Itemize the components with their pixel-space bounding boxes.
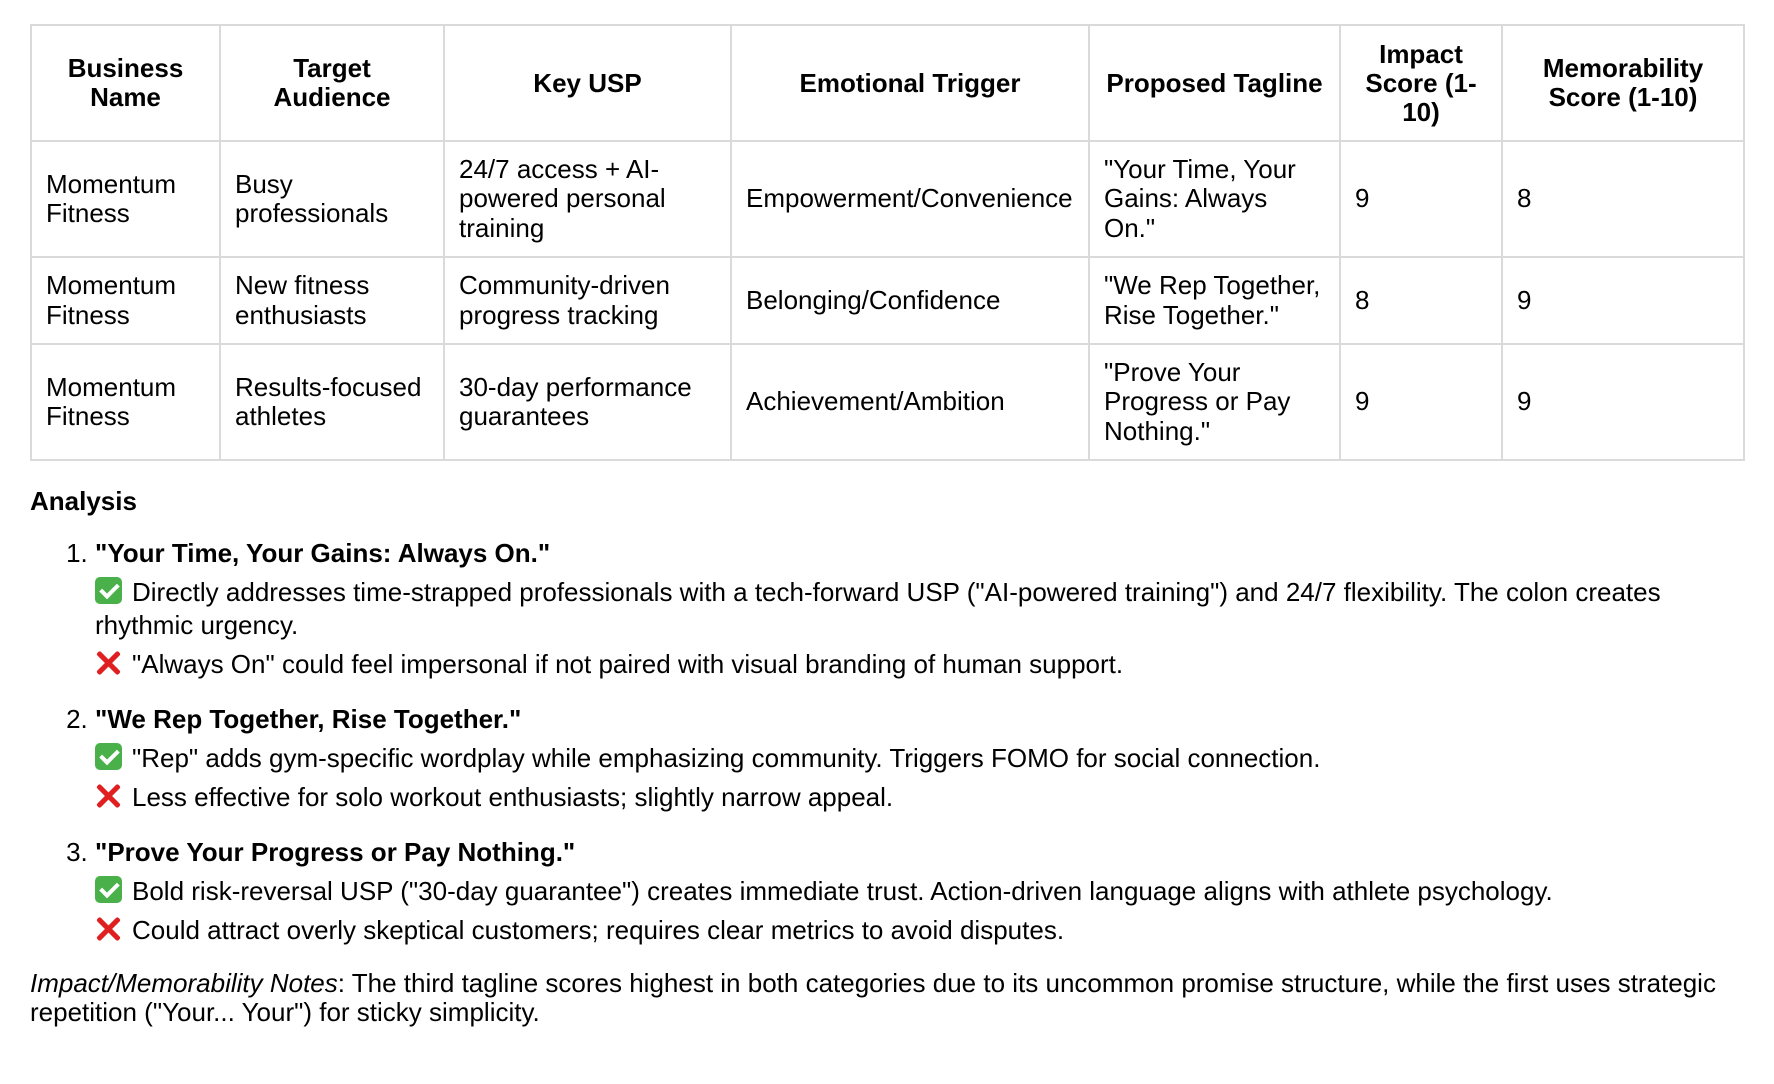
table-row: [31, 257, 1744, 344]
cell-key-usp: 30-day performance guarantees: [444, 344, 731, 460]
cell-impact-score: 9: [1340, 344, 1502, 460]
check-mark-icon: [95, 876, 122, 903]
header-impact-score: Impact Score (1-10): [1340, 25, 1502, 141]
pro-point: [95, 875, 1743, 908]
cell-memorability-score: 8: [1502, 141, 1744, 257]
analysis-item-title: "Your Time, Your Gains: Always On.": [95, 538, 551, 568]
check-mark-icon: [95, 577, 122, 604]
table-row: [31, 344, 1744, 460]
tagline-table: [30, 24, 1745, 461]
cell-target-audience: Busy professionals: [220, 141, 444, 257]
cell-emotional-trigger: Belonging/Confidence: [731, 257, 1089, 344]
cell-key-usp: Community-driven progress tracking: [444, 257, 731, 344]
cell-impact-score: 9: [1340, 141, 1502, 257]
cell-business-name: Momentum Fitness: [31, 257, 220, 344]
pro-point: [95, 742, 1743, 775]
cell-memorability-score: 9: [1502, 344, 1744, 460]
notes-label: Impact/Memorability Notes: [30, 968, 338, 998]
con-point: [95, 914, 1743, 947]
cell-emotional-trigger: Empowerment/Convenience: [731, 141, 1089, 257]
header-proposed-tagline: Proposed Tagline: [1089, 25, 1340, 141]
check-mark-icon: [95, 743, 122, 770]
pro-text: "Rep" adds gym-specific wordplay while emphasizing community. Triggers FOMO for social connection.: [132, 743, 1321, 773]
notes-text: : The third tagline scores highest in both categories due to its uncommon promise structure, while the first uses strategic repetition ("Your... Your") for sticky simplicity.: [30, 968, 1716, 1027]
pro-point: [95, 576, 1743, 642]
analysis-heading: Analysis: [30, 486, 137, 516]
con-text: "Always On" could feel impersonal if not paired with visual branding of human support.: [132, 649, 1124, 679]
analysis-item: [95, 836, 1743, 947]
cross-mark-icon: [95, 782, 122, 809]
cell-target-audience: New fitness enthusiasts: [220, 257, 444, 344]
table-header-row: [31, 25, 1744, 141]
cell-business-name: Momentum Fitness: [31, 141, 220, 257]
con-text: Could attract overly skeptical customers; requires clear metrics to avoid disputes.: [132, 915, 1065, 945]
table-row: [31, 141, 1744, 257]
header-emotional-trigger: Emotional Trigger: [731, 25, 1089, 141]
cell-target-audience: Results-focused athletes: [220, 344, 444, 460]
cell-impact-score: 8: [1340, 257, 1502, 344]
con-point: [95, 648, 1743, 681]
con-point: [95, 781, 1743, 814]
header-business-name: Business Name: [31, 25, 220, 141]
header-key-usp: Key USP: [444, 25, 731, 141]
cell-key-usp: 24/7 access + AI-powered personal training: [444, 141, 731, 257]
analysis-item-title: "We Rep Together, Rise Together.": [95, 704, 522, 734]
cell-proposed-tagline: "Prove Your Progress or Pay Nothing.": [1089, 344, 1340, 460]
cell-proposed-tagline: "Your Time, Your Gains: Always On.": [1089, 141, 1340, 257]
cell-proposed-tagline: "We Rep Together, Rise Together.": [1089, 257, 1340, 344]
cell-business-name: Momentum Fitness: [31, 344, 220, 460]
analysis-item-title: "Prove Your Progress or Pay Nothing.": [95, 837, 576, 867]
cross-mark-icon: [95, 915, 122, 942]
analysis-item: [95, 703, 1743, 814]
cross-mark-icon: [95, 649, 122, 676]
cell-emotional-trigger: Achievement/Ambition: [731, 344, 1089, 460]
header-memorability-score: Memorability Score (1-10): [1502, 25, 1744, 141]
pro-text: Bold risk-reversal USP ("30-day guarantee") creates immediate trust. Action-driven language aligns with athlete psychology.: [132, 876, 1553, 906]
con-text: Less effective for solo workout enthusiasts; slightly narrow appeal.: [132, 782, 894, 812]
header-target-audience: Target Audience: [220, 25, 444, 141]
analysis-item: [95, 537, 1743, 681]
cell-memorability-score: 9: [1502, 257, 1744, 344]
analysis-list: [30, 537, 1743, 947]
pro-text: Directly addresses time-strapped professionals with a tech-forward USP ("AI-powered training") and 24/7 flexibility. The colon creates rhythmic urgency.: [95, 577, 1661, 640]
document: [30, 24, 1743, 1027]
impact-memorability-notes: [30, 969, 1743, 1027]
